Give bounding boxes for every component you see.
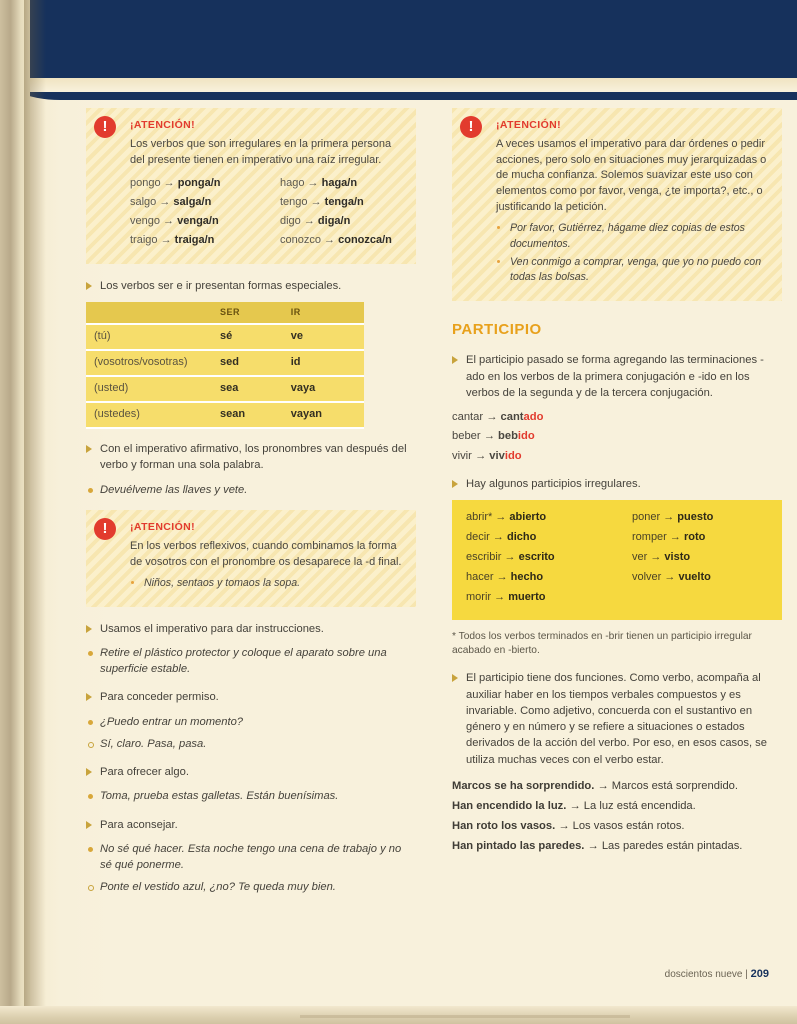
participle-pair: [632, 510, 768, 526]
verb-base: cantar: [452, 411, 484, 424]
participle-pair: [632, 550, 768, 566]
verb-base: salgo: [130, 196, 157, 209]
arrow-icon: →: [307, 177, 319, 190]
arrow-icon: →: [664, 570, 676, 583]
conjugation-table: [86, 302, 364, 429]
arrow-icon: →: [159, 196, 171, 209]
participle-pair: [632, 570, 768, 586]
verb-base: morir: [466, 590, 492, 603]
arrow-icon: →: [669, 531, 681, 544]
participle-pair: [466, 510, 602, 526]
verb-pairs-col-1: [130, 176, 254, 252]
verb-base: ver: [632, 550, 648, 563]
arrow-icon: →: [504, 550, 516, 563]
verb-pair: [130, 195, 254, 211]
exclamation-icon: !: [460, 116, 482, 138]
table-header-cell: IR: [283, 302, 364, 324]
arrow-icon: →: [597, 779, 609, 792]
verb-form: haga/n: [321, 177, 358, 190]
verb-base: traigo: [130, 234, 158, 247]
arrow-icon: →: [495, 511, 507, 524]
exclamation-icon: !: [94, 116, 116, 138]
bullet-advise: Para aconsejar.: [86, 817, 416, 833]
example-right: La luz está encendida.: [583, 799, 696, 812]
participle-examples: [452, 778, 782, 855]
verb-ending: ido: [517, 430, 535, 443]
verb-form: salga/n: [173, 196, 212, 209]
participle-formation-list: [452, 409, 782, 464]
verb-base: conozco: [280, 234, 321, 247]
arrow-icon: →: [587, 840, 599, 853]
arrow-icon: →: [486, 411, 498, 424]
arrow-icon: →: [650, 550, 662, 563]
table-header-row: [86, 302, 364, 324]
participle-pair: [466, 570, 602, 586]
arrow-icon: →: [303, 215, 315, 228]
formation-row: [452, 409, 782, 425]
verb-base: decir: [466, 531, 490, 544]
example-pronouns: Devuélveme las llaves y vete.: [86, 482, 416, 498]
bullet-participio-formation: El participio pasado se forma agregando las terminaciones -ado en los verbos de la primera conjugación e -ido en los verbos de la segunda y de la tercera conjugación.: [452, 352, 782, 401]
arrow-icon: →: [163, 215, 175, 228]
example-left: Han encendido la luz.: [452, 799, 567, 812]
attention-text: Los verbos que son irregulares en la primera persona del presente tienen en imperativo una raíz irregular.: [130, 138, 392, 166]
example-row: [452, 838, 782, 854]
verb-base: vivir: [452, 449, 472, 462]
example-right: Las paredes están pintadas.: [601, 840, 743, 853]
participle-form: escrito: [518, 550, 555, 563]
table-row: [86, 376, 364, 402]
arrow-icon: →: [569, 799, 581, 812]
arrow-icon: →: [496, 570, 508, 583]
irregular-col-1: [466, 510, 602, 610]
participle-pair: [632, 530, 768, 546]
verb-pairs: [130, 176, 404, 252]
verb-base: volver: [632, 570, 662, 583]
table-cell-ser: sea: [212, 376, 283, 402]
attention-text: A veces usamos el imperativo para dar órdenes o pedir acciones, pero solo en situaciones muy jerarquizadas o de mucha confianza. Solemos suavizar este uso con elementos como por favor, venga, ¿te importa?, etc., o justificando la petición.: [496, 138, 767, 213]
verb-form: tenga/n: [324, 196, 364, 209]
list-item: • Por favor, Gutiérrez, hágame diez copias de estos documentos.: [510, 221, 770, 252]
section-title-participio: PARTICIPIO: [452, 320, 542, 338]
attention-box-imperative-use: [452, 108, 782, 301]
verb-base: poner: [632, 511, 661, 524]
table-header-cell: [86, 302, 212, 324]
example-left: Han roto los vasos.: [452, 820, 556, 833]
verb-pair: [130, 214, 254, 230]
participle-form: muerto: [508, 590, 546, 603]
participle-form: hecho: [510, 570, 544, 583]
participle-form: roto: [683, 531, 706, 544]
verb-stem: viv: [489, 449, 505, 462]
verb-pair: [280, 195, 404, 211]
table-cell-ser: sean: [212, 402, 283, 428]
bullet-irregular-participles: Hay algunos participios irregulares.: [452, 476, 782, 492]
verb-pair: [130, 233, 254, 249]
list-item: • Niños, sentaos y tomaos la sopa.: [144, 576, 404, 591]
formation-row: [452, 428, 782, 444]
bullet-participle-functions: El participio tiene dos funciones. Como verbo, acompaña al auxiliar haber en los tiempos verbales compuestos y es invariable. Como adjetivo, concuerda con el sustantivo en género y en número y se refiere a situaciones o estados derivados de la acción del verbo. Por eso, en esos casos, se utiliza muchas veces con el verbo estar.: [452, 670, 782, 767]
example-row: [452, 798, 782, 814]
page-folio: [665, 968, 769, 980]
verb-form: ponga/n: [177, 177, 221, 190]
irregular-participles-box: [452, 500, 782, 620]
verb-base: digo: [280, 215, 301, 228]
example-right: Marcos está sorprendido.: [611, 779, 739, 792]
verb-ending: ido: [504, 449, 522, 462]
arrow-icon: →: [492, 531, 504, 544]
arrow-icon: →: [310, 196, 322, 209]
table-row: [86, 324, 364, 350]
verb-pair: [280, 214, 404, 230]
arrow-icon: →: [558, 820, 570, 833]
example-advise-answer: Ponte el vestido azul, ¿no? Te queda muy bien.: [86, 879, 416, 895]
table-cell-ser: sé: [212, 324, 283, 350]
verb-pair: [280, 176, 404, 192]
participle-form: puesto: [677, 511, 714, 524]
table-cell-pronoun: (tú): [86, 324, 212, 350]
example-offer: Toma, prueba estas galletas. Están buenísimas.: [86, 788, 416, 804]
participle-pair: [466, 550, 602, 566]
table-cell-ir: vayan: [283, 402, 364, 428]
example-permission-question: ¿Puedo entrar un momento?: [86, 714, 416, 730]
arrow-icon: →: [475, 449, 487, 462]
attention-example-list: [496, 221, 770, 285]
table-cell-pronoun: (ustedes): [86, 402, 212, 428]
participle-pair: [466, 590, 602, 606]
table-row: [86, 402, 364, 428]
right-column: [452, 108, 782, 859]
participle-pair: [466, 530, 602, 546]
example-advise-question: No sé qué hacer. Esta noche tengo una cena de trabajo y no sé qué ponerme.: [86, 841, 416, 873]
attention-title: ¡ATENCIÓN!: [130, 520, 196, 533]
attention-title: ¡ATENCIÓN!: [496, 119, 562, 131]
verb-base: pongo: [130, 177, 161, 190]
folio-text: doscientos nueve |: [664, 969, 748, 980]
irregular-col-2: [632, 510, 768, 610]
arrow-icon: →: [483, 430, 495, 443]
arrow-icon: →: [163, 177, 175, 190]
participle-form: abierto: [509, 511, 547, 524]
attention-box-irregular-stems: [86, 108, 416, 264]
verb-stem: beb: [498, 430, 518, 443]
bullet-ser-ir: Los verbos ser e ir presentan formas especiales.: [86, 278, 416, 294]
verb-base: hacer: [466, 570, 494, 583]
binding-shadow: [24, 0, 46, 1024]
table-cell-pronoun: (usted): [86, 376, 212, 402]
table-cell-ir: ve: [283, 324, 364, 350]
verb-base: vengo: [130, 215, 160, 228]
table-header-cell: SER: [212, 302, 283, 324]
arrow-icon: →: [494, 590, 506, 603]
participle-form: visto: [664, 550, 691, 563]
verb-pairs-col-2: [280, 176, 404, 252]
verb-base: abrir*: [466, 511, 493, 524]
verb-base: romper: [632, 531, 667, 544]
example-row: [452, 778, 782, 794]
table-cell-pronoun: (vosotros/vosotras): [86, 350, 212, 376]
arrow-icon: →: [663, 511, 675, 524]
paper-top-edge: [30, 78, 797, 92]
verb-form: venga/n: [177, 215, 219, 228]
verb-base: escribir: [466, 550, 502, 563]
bullet-instructions: Usamos el imperativo para dar instrucciones.: [86, 621, 416, 637]
verb-form: conozca/n: [338, 234, 392, 247]
bullet-offer: Para ofrecer algo.: [86, 764, 416, 780]
verb-base: beber: [452, 430, 481, 443]
participle-form: vuelto: [678, 570, 711, 583]
verb-base: hago: [280, 177, 305, 190]
attention-box-reflexive: [86, 510, 416, 607]
verb-pair: [280, 233, 404, 249]
verb-pair: [130, 176, 254, 192]
example-instructions: Retire el plástico protector y coloque el aparato sobre una superficie estable.: [86, 645, 416, 677]
participle-form: dicho: [506, 531, 537, 544]
verb-base: tengo: [280, 196, 308, 209]
left-column: [86, 108, 416, 902]
example-permission-answer: Sí, claro. Pasa, pasa.: [86, 736, 416, 752]
verb-stem: cant: [500, 411, 524, 424]
arrow-icon: →: [160, 234, 172, 247]
formation-row: [452, 448, 782, 464]
verb-form: traiga/n: [174, 234, 215, 247]
table-row: [86, 350, 364, 376]
verb-form: diga/n: [317, 215, 351, 228]
page-bottom-rule: [300, 1015, 630, 1018]
example-left: Marcos se ha sorprendido.: [452, 779, 595, 792]
attention-example-list: [130, 576, 404, 591]
example-right: Los vasos están rotos.: [572, 820, 685, 833]
exclamation-icon: !: [94, 518, 116, 540]
example-left: Han pintado las paredes.: [452, 840, 585, 853]
bullet-permission: Para conceder permiso.: [86, 689, 416, 705]
example-row: [452, 818, 782, 834]
table-cell-ir: vaya: [283, 376, 364, 402]
verb-ending: ado: [523, 411, 544, 424]
folio-number: 209: [750, 968, 769, 980]
arrow-icon: →: [324, 234, 336, 247]
footnote-brir: * Todos los verbos terminados en -brir tienen un participio irregular acabado en -bierto.: [452, 630, 752, 657]
attention-title: ¡ATENCIÓN!: [130, 119, 196, 131]
table-cell-ir: id: [283, 350, 364, 376]
list-item: • Ven conmigo a comprar, venga, que yo no puedo con todas las bolsas.: [510, 255, 770, 286]
bullet-pronouns: Con el imperativo afirmativo, los pronombres van después del verbo y forman una sola palabra.: [86, 441, 416, 473]
table-cell-ser: sed: [212, 350, 283, 376]
attention-text: En los verbos reflexivos, cuando combinamos la forma de vosotros con el pronombre os desaparece la -d final.: [130, 540, 402, 568]
